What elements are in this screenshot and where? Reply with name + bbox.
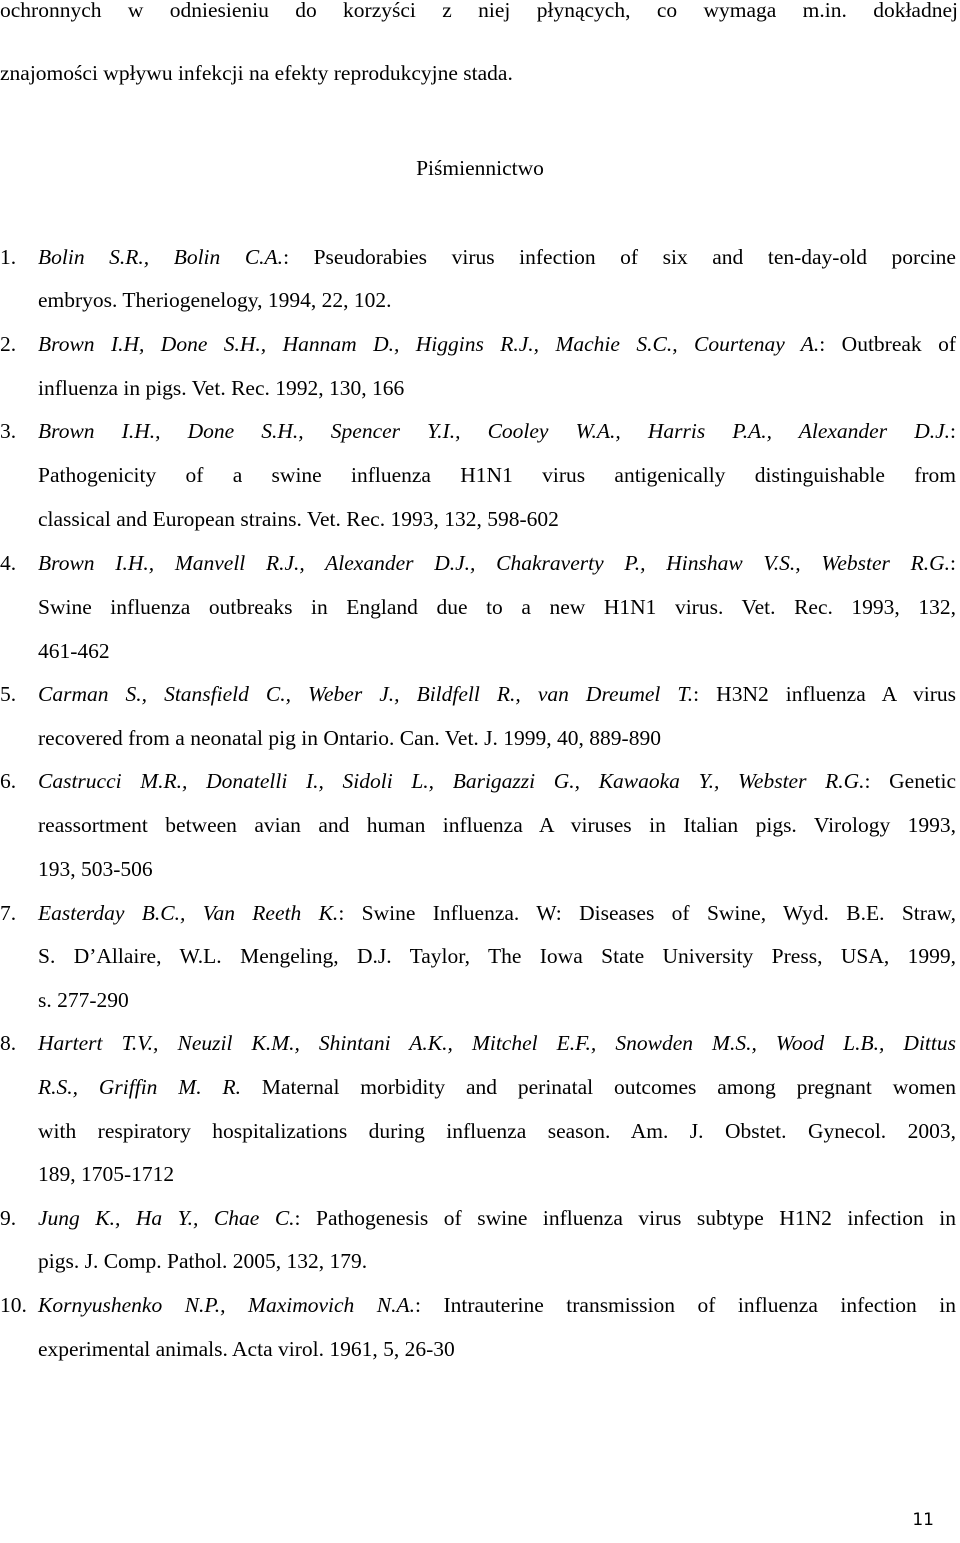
reference-text: S. D’Allaire, W.L. Mengeling, D.J. Taylor, The Iowa State University Press, USA, 1999, <box>38 944 956 968</box>
intro-line-2: znajomości wpływu infekcji na efekty reprodukcyjne stada. <box>0 61 513 85</box>
reference-number: 1. <box>0 245 17 269</box>
reference-line <box>38 859 956 881</box>
reference-line <box>38 1121 956 1143</box>
reference-text: : Pathogenesis of swine influenza virus subtype H1N2 infection in <box>294 1206 956 1230</box>
reference-line <box>38 771 956 793</box>
reference-authors: Bolin S.R., Bolin C.A. <box>38 245 284 269</box>
reference-text: 461-462 <box>38 639 110 663</box>
reference-text: influenza in pigs. Vet. Rec. 1992, 130, 166 <box>38 376 405 400</box>
reference-line <box>38 290 956 312</box>
reference-text: 193, 503-506 <box>38 857 153 881</box>
reference-line <box>38 1033 956 1055</box>
reference-line <box>38 247 956 269</box>
reference-text: : <box>950 551 956 575</box>
reference-line <box>38 684 956 706</box>
reference-authors: Jung K., Ha Y., Chae C. <box>38 1206 295 1230</box>
reference-line <box>38 1077 956 1099</box>
reference-text: reassortment between avian and human influenza A viruses in Italian pigs. Virology 1993, <box>38 813 956 837</box>
reference-number: 7. <box>0 901 17 925</box>
reference-text: : Swine Influenza. W: Diseases of Swine, Wyd. B.E. Straw, <box>338 901 956 925</box>
reference-number: 4. <box>0 551 17 575</box>
reference-line <box>38 1208 956 1230</box>
reference-text: pigs. J. Comp. Pathol. 2005, 132, 179. <box>38 1249 368 1273</box>
reference-line <box>38 553 956 575</box>
reference-line <box>38 990 956 1012</box>
reference-text: 189, 1705-1712 <box>38 1162 175 1186</box>
reference-text: : Genetic <box>864 769 957 793</box>
reference-text: experimental animals. Acta virol. 1961, 5, 26-30 <box>38 1337 455 1361</box>
reference-text: : Intrauterine transmission of influenza infection in <box>415 1293 956 1317</box>
reference-line <box>38 728 956 750</box>
reference-line <box>38 334 956 356</box>
reference-number: 8. <box>0 1031 17 1055</box>
reference-number: 5. <box>0 682 17 706</box>
reference-number: 2. <box>0 332 17 356</box>
reference-line <box>38 1164 956 1186</box>
reference-authors: R.S., Griffin M. R. <box>38 1075 241 1099</box>
reference-text: embryos. Theriogenelogy, 1994, 22, 102. <box>38 288 392 312</box>
reference-authors: Brown I.H., Manvell R.J., Alexander D.J., Chakraverty P., Hinshaw V.S., Webster R.G. <box>38 551 951 575</box>
reference-line <box>38 465 956 487</box>
reference-line <box>38 946 956 968</box>
reference-line <box>38 378 956 400</box>
reference-line <box>38 1339 956 1361</box>
reference-text: Maternal morbidity and perinatal outcomes among pregnant women <box>240 1075 956 1099</box>
reference-text: Pathogenicity of a swine influenza H1N1 virus antigenically distinguishable from <box>38 463 956 487</box>
reference-text: classical and European strains. Vet. Rec. 1993, 132, 598-602 <box>38 507 559 531</box>
reference-text: : Pseudorabies virus infection of six and ten-day-old porcine <box>283 245 956 269</box>
reference-number: 10. <box>0 1293 27 1317</box>
reference-line <box>38 1251 956 1273</box>
reference-authors: Easterday B.C., Van Reeth K. <box>38 901 339 925</box>
reference-authors: Brown I.H., Done S.H., Spencer Y.I., Cooley W.A., Harris P.A., Alexander D.J. <box>38 419 951 443</box>
reference-number: 3. <box>0 419 17 443</box>
reference-authors: Castrucci M.R., Donatelli I., Sidoli L., Barigazzi G., Kawaoka Y., Webster R.G. <box>38 769 865 793</box>
reference-text: : <box>950 419 956 443</box>
reference-line <box>38 597 956 619</box>
section-heading: Piśmiennictwo <box>416 156 544 180</box>
intro-line-1: ochronnych w odniesieniu do korzyści z niej płynących, co wymaga m.in. dokładnej <box>0 0 958 22</box>
reference-text: Swine influenza outbreaks in England due to a new H1N1 virus. Vet. Rec. 1993, 132, <box>38 595 956 619</box>
reference-text: with respiratory hospitalizations during influenza season. Am. J. Obstet. Gynecol. 2003, <box>38 1119 956 1143</box>
reference-line <box>38 641 956 663</box>
reference-text: : H3N2 influenza A virus <box>693 682 957 706</box>
reference-line <box>38 509 956 531</box>
page-number: 11 <box>912 1510 934 1530</box>
reference-line <box>38 815 956 837</box>
reference-text: : Outbreak of <box>819 332 956 356</box>
reference-text: s. 277-290 <box>38 988 129 1012</box>
reference-text: recovered from a neonatal pig in Ontario. Can. Vet. J. 1999, 40, 889-890 <box>38 726 661 750</box>
reference-authors: Brown I.H, Done S.H., Hannam D., Higgins R.J., Machie S.C., Courtenay A. <box>38 332 820 356</box>
reference-authors: Hartert T.V., Neuzil K.M., Shintani A.K., Mitchel E.F., Snowden M.S., Wood L.B., Dittus <box>38 1031 956 1055</box>
reference-line <box>38 1295 956 1317</box>
reference-authors: Kornyushenko N.P., Maximovich N.A. <box>38 1293 416 1317</box>
reference-line <box>38 421 956 443</box>
reference-number: 6. <box>0 769 17 793</box>
reference-number: 9. <box>0 1206 17 1230</box>
reference-authors: Carman S., Stansfield C., Weber J., Bildfell R., van Dreumel T. <box>38 682 694 706</box>
reference-line <box>38 903 956 925</box>
